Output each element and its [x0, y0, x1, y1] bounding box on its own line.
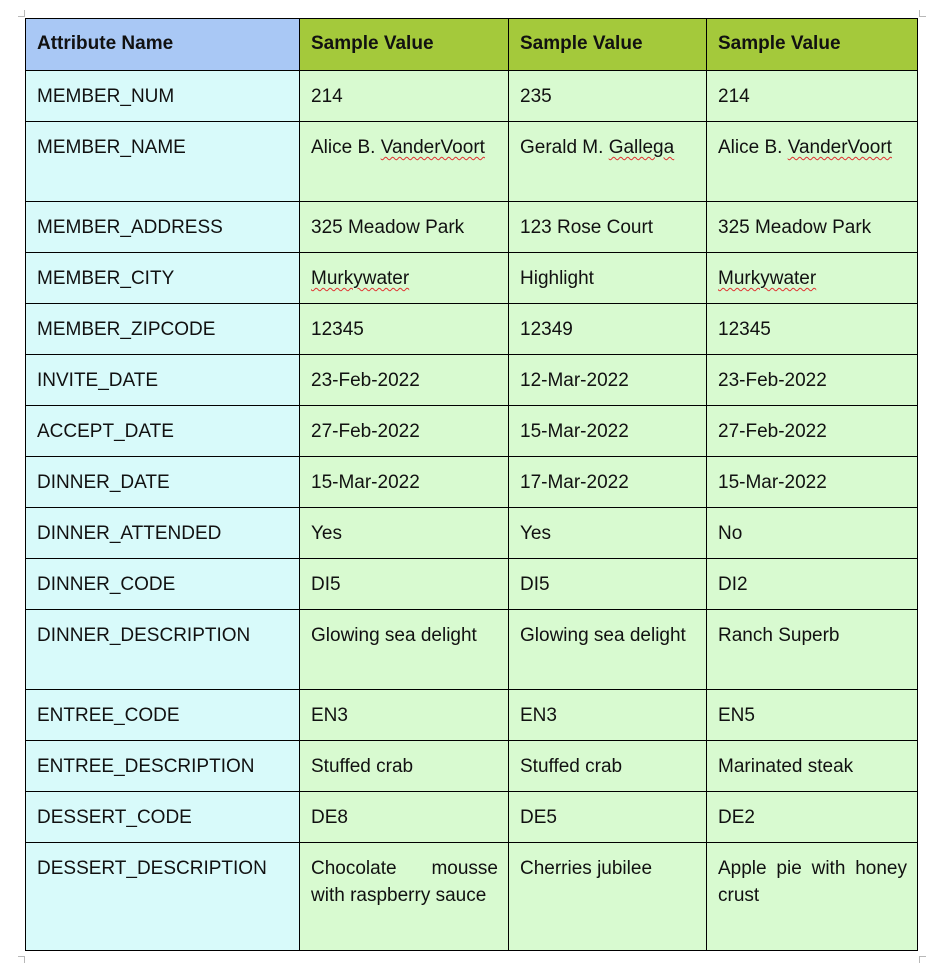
sample-value-cell: Yes [509, 508, 707, 559]
attribute-name-cell: DINNER_CODE [26, 559, 300, 610]
spellcheck-word: Gallega [608, 137, 675, 158]
sample-value-cell: DE8 [300, 792, 509, 843]
attribute-name-cell: MEMBER_NAME [26, 122, 300, 202]
sample-value-cell: DI2 [707, 559, 918, 610]
attribute-name-cell: MEMBER_NUM [26, 71, 300, 122]
sample-value-cell: 15-Mar-2022 [707, 457, 918, 508]
sample-value-cell: 27-Feb-2022 [707, 406, 918, 457]
sample-value-cell: No [707, 508, 918, 559]
attribute-name-cell: DINNER_ATTENDED [26, 508, 300, 559]
header-attribute-name: Attribute Name [26, 19, 300, 71]
table-row [26, 559, 918, 610]
attribute-name-cell: ENTREE_CODE [26, 690, 300, 741]
page-corner-mark-bottom-right [919, 956, 926, 963]
sample-value-cell [509, 122, 707, 202]
sample-value-cell: Stuffed crab [300, 741, 509, 792]
page-corner-mark-top-left [18, 10, 25, 17]
spellcheck-text: Gerald M. Gallega [520, 137, 675, 158]
sample-value-cell: Cherries jubilee [509, 843, 707, 951]
attribute-name-cell: MEMBER_CITY [26, 253, 300, 304]
sample-value-cell: Glowing sea delight [509, 610, 707, 690]
sample-value-cell: Apple pie with honey crust [707, 843, 918, 951]
attribute-sample-table [25, 18, 918, 951]
sample-value-cell: Stuffed crab [509, 741, 707, 792]
table-row [26, 508, 918, 559]
table-row [26, 202, 918, 253]
sample-value-cell: 27-Feb-2022 [300, 406, 509, 457]
sample-value-cell: 23-Feb-2022 [300, 355, 509, 406]
sample-value-cell: DE2 [707, 792, 918, 843]
page-corner-mark-bottom-left [18, 956, 25, 963]
sample-value-cell: 214 [300, 71, 509, 122]
sample-value-cell: 325 Meadow Park [300, 202, 509, 253]
table-row [26, 610, 918, 690]
sample-value-cell [300, 122, 509, 202]
sample-value-cell: DE5 [509, 792, 707, 843]
sample-value-cell: Glowing sea delight [300, 610, 509, 690]
spellcheck-text: Murkywater [311, 268, 410, 289]
sample-value-cell: EN5 [707, 690, 918, 741]
sample-value-cell [707, 122, 918, 202]
header-sample-value-1: Sample Value [300, 19, 509, 71]
sample-value-cell: Chocolate mousse with raspberry sauce [300, 843, 509, 951]
sample-value-cell: Highlight [509, 253, 707, 304]
sample-value-cell [300, 253, 509, 304]
sample-value-cell: 12-Mar-2022 [509, 355, 707, 406]
sample-value-cell: 15-Mar-2022 [300, 457, 509, 508]
table-header-row [26, 19, 918, 71]
attribute-name-cell: MEMBER_ZIPCODE [26, 304, 300, 355]
sample-value-cell: 235 [509, 71, 707, 122]
attribute-name-cell: DINNER_DESCRIPTION [26, 610, 300, 690]
table-row [26, 406, 918, 457]
attribute-name-cell: INVITE_DATE [26, 355, 300, 406]
table-row [26, 253, 918, 304]
header-sample-value-3: Sample Value [707, 19, 918, 71]
header-sample-value-2: Sample Value [509, 19, 707, 71]
sample-value-cell: Ranch Superb [707, 610, 918, 690]
sample-value-cell: 12345 [707, 304, 918, 355]
spellcheck-word: VanderVoort [787, 137, 892, 158]
attribute-name-cell: MEMBER_ADDRESS [26, 202, 300, 253]
table-row [26, 690, 918, 741]
table-row [26, 741, 918, 792]
sample-value-cell: DI5 [300, 559, 509, 610]
sample-value-cell: 214 [707, 71, 918, 122]
table-row [26, 843, 918, 951]
sample-value-cell: 325 Meadow Park [707, 202, 918, 253]
sample-value-cell: 17-Mar-2022 [509, 457, 707, 508]
table-row [26, 457, 918, 508]
attribute-name-cell: DESSERT_DESCRIPTION [26, 843, 300, 951]
attribute-name-cell: ENTREE_DESCRIPTION [26, 741, 300, 792]
spellcheck-text: Alice B. VanderVoort [311, 137, 485, 158]
spellcheck-word: VanderVoort [380, 137, 485, 158]
table-row [26, 304, 918, 355]
sample-value-cell: 123 Rose Court [509, 202, 707, 253]
sample-value-cell [707, 253, 918, 304]
spellcheck-text: Alice B. VanderVoort [718, 137, 892, 158]
table-row [26, 122, 918, 202]
sample-value-cell: Yes [300, 508, 509, 559]
sample-value-cell: 12345 [300, 304, 509, 355]
table-row [26, 792, 918, 843]
sample-value-cell: 12349 [509, 304, 707, 355]
sample-value-cell: Marinated steak [707, 741, 918, 792]
attribute-name-cell: DESSERT_CODE [26, 792, 300, 843]
page-corner-mark-top-right [919, 10, 926, 17]
sample-value-cell: DI5 [509, 559, 707, 610]
spellcheck-text: Murkywater [718, 268, 817, 289]
sample-value-cell: EN3 [509, 690, 707, 741]
sample-value-cell: EN3 [300, 690, 509, 741]
sample-value-cell: 23-Feb-2022 [707, 355, 918, 406]
attribute-name-cell: DINNER_DATE [26, 457, 300, 508]
table-row [26, 355, 918, 406]
sample-value-cell: 15-Mar-2022 [509, 406, 707, 457]
attribute-name-cell: ACCEPT_DATE [26, 406, 300, 457]
table-row [26, 71, 918, 122]
